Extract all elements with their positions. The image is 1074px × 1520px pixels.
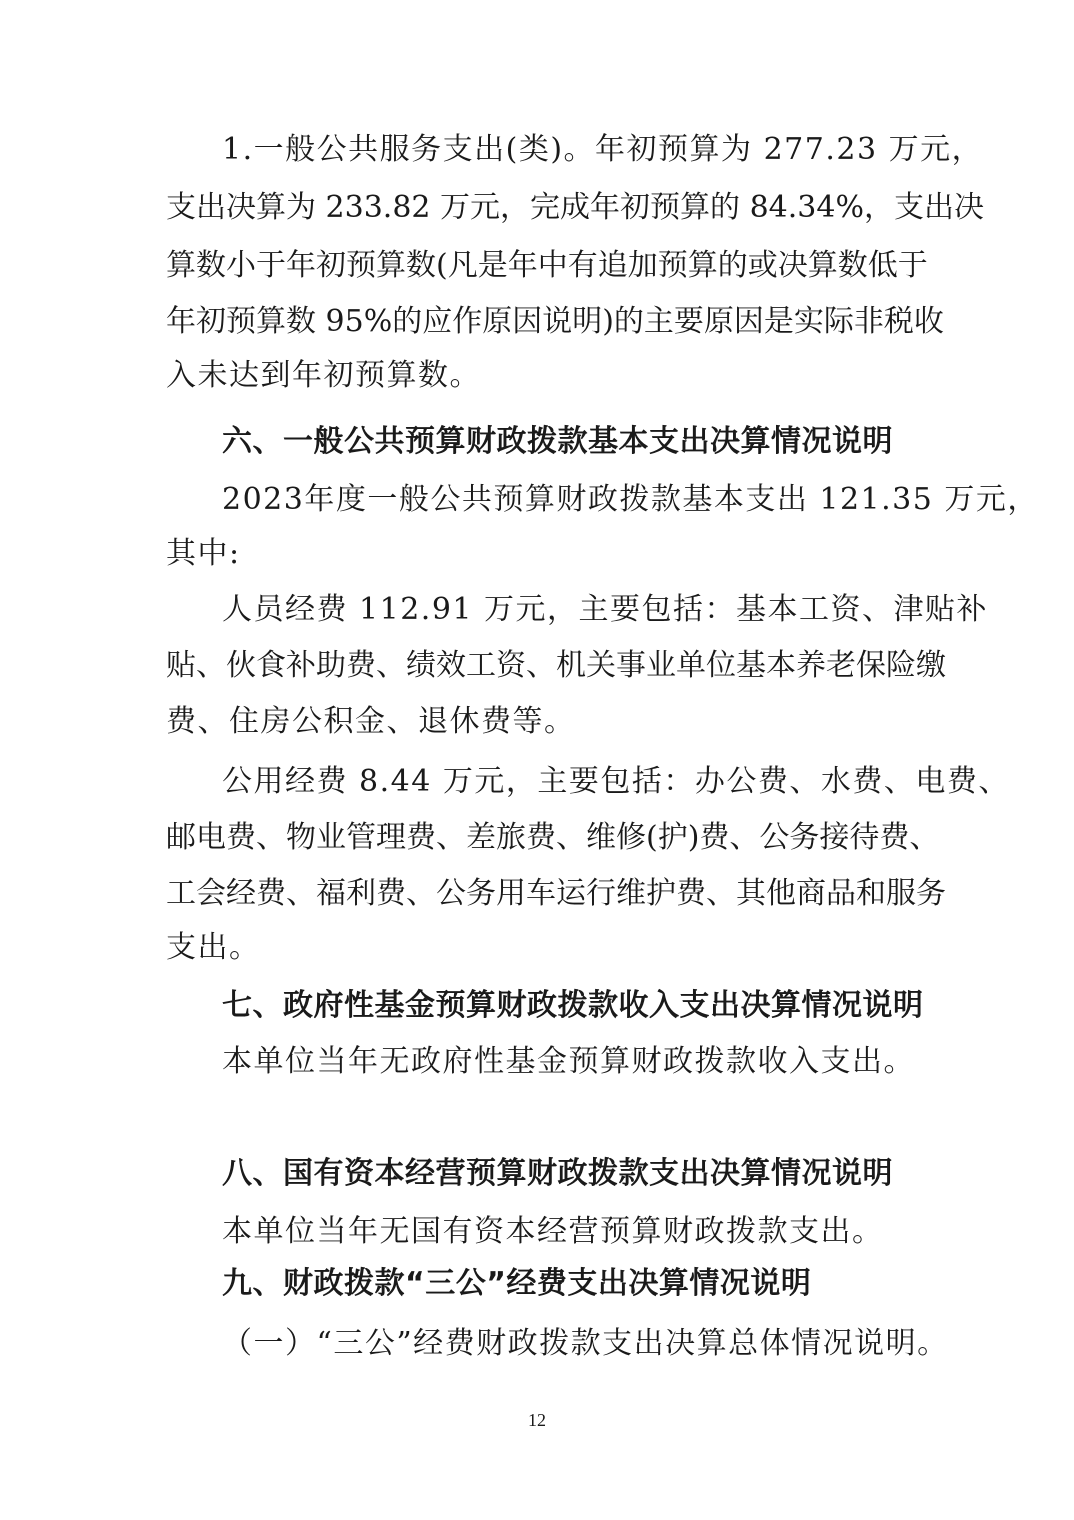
paragraph-line: 1.一般公共服务支出(类)。年初预算为 277.23 万元， <box>222 132 984 167</box>
subsection-heading: （一）“三公”经费财政拨款支出决算总体情况说明。 <box>222 1326 949 1361</box>
paragraph-line: 支出。 <box>166 930 261 965</box>
paragraph-line: 工会经费、福利费、公务用车运行维护费、其他商品和服务 <box>166 876 946 911</box>
paragraph-line: 费、住房公积金、退休费等。 <box>166 704 576 739</box>
paragraph-line: 本单位当年无国有资本经营预算财政拨款支出。 <box>222 1214 884 1249</box>
paragraph-line: 邮电费、物业管理费、差旅费、维修(护)费、公务接待费、 <box>166 820 940 855</box>
paragraph-line: 本单位当年无政府性基金预算财政拨款收入支出。 <box>222 1044 915 1079</box>
paragraph-line: 年初预算数 95%的应作原因说明)的主要原因是实际非税收 <box>166 304 944 339</box>
section-heading-7: 七、政府性基金预算财政拨款收入支出决算情况说明 <box>222 988 924 1023</box>
paragraph-line: 其中: <box>166 536 241 571</box>
paragraph-line: 算数小于年初预算数(凡是年中有追加预算的或决算数低于 <box>166 248 928 283</box>
paragraph-line: 2023年度一般公共预算财政拨款基本支出 121.35 万元， <box>222 482 1039 517</box>
paragraph-line: 支出决算为 233.82 万元，完成年初预算的 84.34%，支出决 <box>166 190 984 225</box>
section-heading-6: 六、一般公共预算财政拨款基本支出决算情况说明 <box>222 424 893 459</box>
paragraph-line: 入未达到年初预算数。 <box>166 358 481 393</box>
paragraph-line: 公用经费 8.44 万元，主要包括：办公费、水费、电费、 <box>222 764 1010 799</box>
page-number: 12 <box>528 1410 546 1430</box>
paragraph-line: 贴、伙食补助费、绩效工资、机关事业单位基本养老保险缴 <box>166 648 946 683</box>
paragraph-line: 人员经费 112.91 万元，主要包括：基本工资、津贴补 <box>222 592 989 627</box>
section-heading-9: 九、财政拨款“三公”经费支出决算情况说明 <box>222 1266 812 1301</box>
section-heading-8: 八、国有资本经营预算财政拨款支出决算情况说明 <box>222 1156 893 1191</box>
